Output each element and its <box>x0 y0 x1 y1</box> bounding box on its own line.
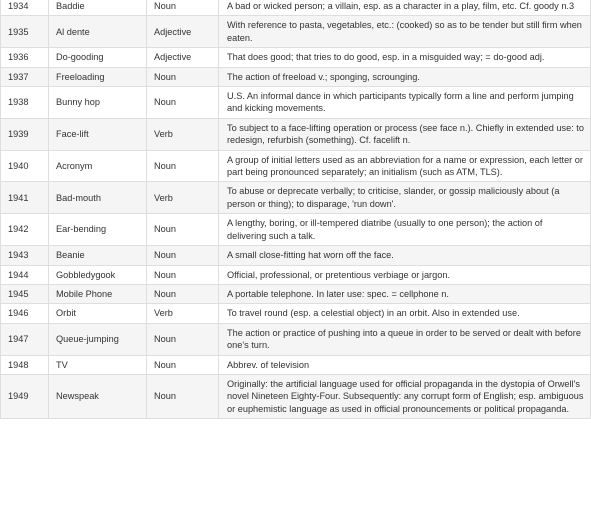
definition-cell: A small close-fitting hat worn off the face. <box>219 246 591 265</box>
part-of-speech-cell: Noun <box>147 284 219 303</box>
word-cell: Bunny hop <box>49 87 147 119</box>
part-of-speech-cell: Adjective <box>147 16 219 48</box>
part-of-speech-cell: Verb <box>147 118 219 150</box>
year-cell: 1949 <box>1 374 49 418</box>
definition-cell: To travel round (esp. a celestial object) in an orbit. Also in extended use. <box>219 304 591 323</box>
year-cell: 1945 <box>1 284 49 303</box>
definition-cell: With reference to pasta, vegetables, etc.: (cooked) so as to be tender but still firm when eaten. <box>219 16 591 48</box>
definition-cell: A lengthy, boring, or ill-tempered diatribe (usually to one person); the action of delivering such a talk. <box>219 214 591 246</box>
word-cell: Orbit <box>49 304 147 323</box>
definition-cell: The action or practice of pushing into a queue in order to be served or dealt with before one's turn. <box>219 323 591 355</box>
table-row <box>1 214 591 246</box>
word-cell: Mobile Phone <box>49 284 147 303</box>
part-of-speech-cell: Noun <box>147 355 219 374</box>
table-row <box>1 374 591 418</box>
definition-cell: To subject to a face-lifting operation or process (see face n.). Chiefly in extended use: to redesign, refurbish (something). Cf. facelift n. <box>219 118 591 150</box>
table-row <box>1 246 591 265</box>
part-of-speech-cell: Noun <box>147 246 219 265</box>
table-row <box>1 48 591 67</box>
part-of-speech-cell: Noun <box>147 265 219 284</box>
definition-cell: The action of freeload v.; sponging, scrounging. <box>219 67 591 86</box>
word-cell: Gobbledygook <box>49 265 147 284</box>
word-cell: Newspeak <box>49 374 147 418</box>
definition-cell: A group of initial letters used as an abbreviation for a name or expression, each letter or part being pronounced separately; an initialism (such as ATM, TLS). <box>219 150 591 182</box>
word-cell: Acronym <box>49 150 147 182</box>
year-cell: 1937 <box>1 67 49 86</box>
word-cell: Face-lift <box>49 118 147 150</box>
table-row <box>1 284 591 303</box>
part-of-speech-cell: Noun <box>147 0 219 16</box>
year-cell: 1943 <box>1 246 49 265</box>
year-cell: 1936 <box>1 48 49 67</box>
definition-cell: A bad or wicked person; a villain, esp. as a character in a play, film, etc. Cf. goody n.3 <box>219 0 591 16</box>
year-cell: 1944 <box>1 265 49 284</box>
table-row <box>1 118 591 150</box>
table-row <box>1 323 591 355</box>
year-cell: 1941 <box>1 182 49 214</box>
part-of-speech-cell: Noun <box>147 67 219 86</box>
word-cell: Freeloading <box>49 67 147 86</box>
year-cell: 1947 <box>1 323 49 355</box>
year-cell: 1935 <box>1 16 49 48</box>
part-of-speech-cell: Noun <box>147 323 219 355</box>
word-cell: TV <box>49 355 147 374</box>
word-cell: Queue-jumping <box>49 323 147 355</box>
table-row <box>1 0 591 16</box>
table-row <box>1 67 591 86</box>
part-of-speech-cell: Verb <box>147 304 219 323</box>
part-of-speech-cell: Noun <box>147 214 219 246</box>
year-cell: 1940 <box>1 150 49 182</box>
table-row <box>1 16 591 48</box>
year-cell: 1946 <box>1 304 49 323</box>
definition-cell: To abuse or deprecate verbally; to criticise, slander, or gossip maliciously about (a person or thing); to disparage, 'run down'. <box>219 182 591 214</box>
definition-cell: Originally: the artificial language used for official propaganda in the dystopia of Orwell's novel Nineteen Eighty-Four. Subsequently: any corrupt form of English; esp. ambiguous or euphemistic language as used in official pronouncements or political propaganda. <box>219 374 591 418</box>
table-row <box>1 304 591 323</box>
year-cell: 1934 <box>1 0 49 16</box>
word-cell: Al dente <box>49 16 147 48</box>
word-cell: Baddie <box>49 0 147 16</box>
part-of-speech-cell: Adjective <box>147 48 219 67</box>
part-of-speech-cell: Noun <box>147 87 219 119</box>
word-cell: Bad-mouth <box>49 182 147 214</box>
table-row <box>1 355 591 374</box>
definition-cell: Official, professional, or pretentious verbiage or jargon. <box>219 265 591 284</box>
year-cell: 1938 <box>1 87 49 119</box>
definition-cell: U.S. An informal dance in which participants typically form a line and perform jumping and kicking movements. <box>219 87 591 119</box>
definition-cell: Abbrev. of television <box>219 355 591 374</box>
word-cell: Beanie <box>49 246 147 265</box>
year-cell: 1942 <box>1 214 49 246</box>
definition-cell: That does good; that tries to do good, esp. in a misguided way; = do-good adj. <box>219 48 591 67</box>
part-of-speech-cell: Noun <box>147 150 219 182</box>
year-cell: 1939 <box>1 118 49 150</box>
word-cell: Do-gooding <box>49 48 147 67</box>
word-cell: Ear-bending <box>49 214 147 246</box>
year-cell: 1948 <box>1 355 49 374</box>
definition-cell: A portable telephone. In later use: spec. = cellphone n. <box>219 284 591 303</box>
part-of-speech-cell: Noun <box>147 374 219 418</box>
table-row <box>1 265 591 284</box>
table-row <box>1 182 591 214</box>
table-row <box>1 87 591 119</box>
table-row <box>1 150 591 182</box>
part-of-speech-cell: Verb <box>147 182 219 214</box>
